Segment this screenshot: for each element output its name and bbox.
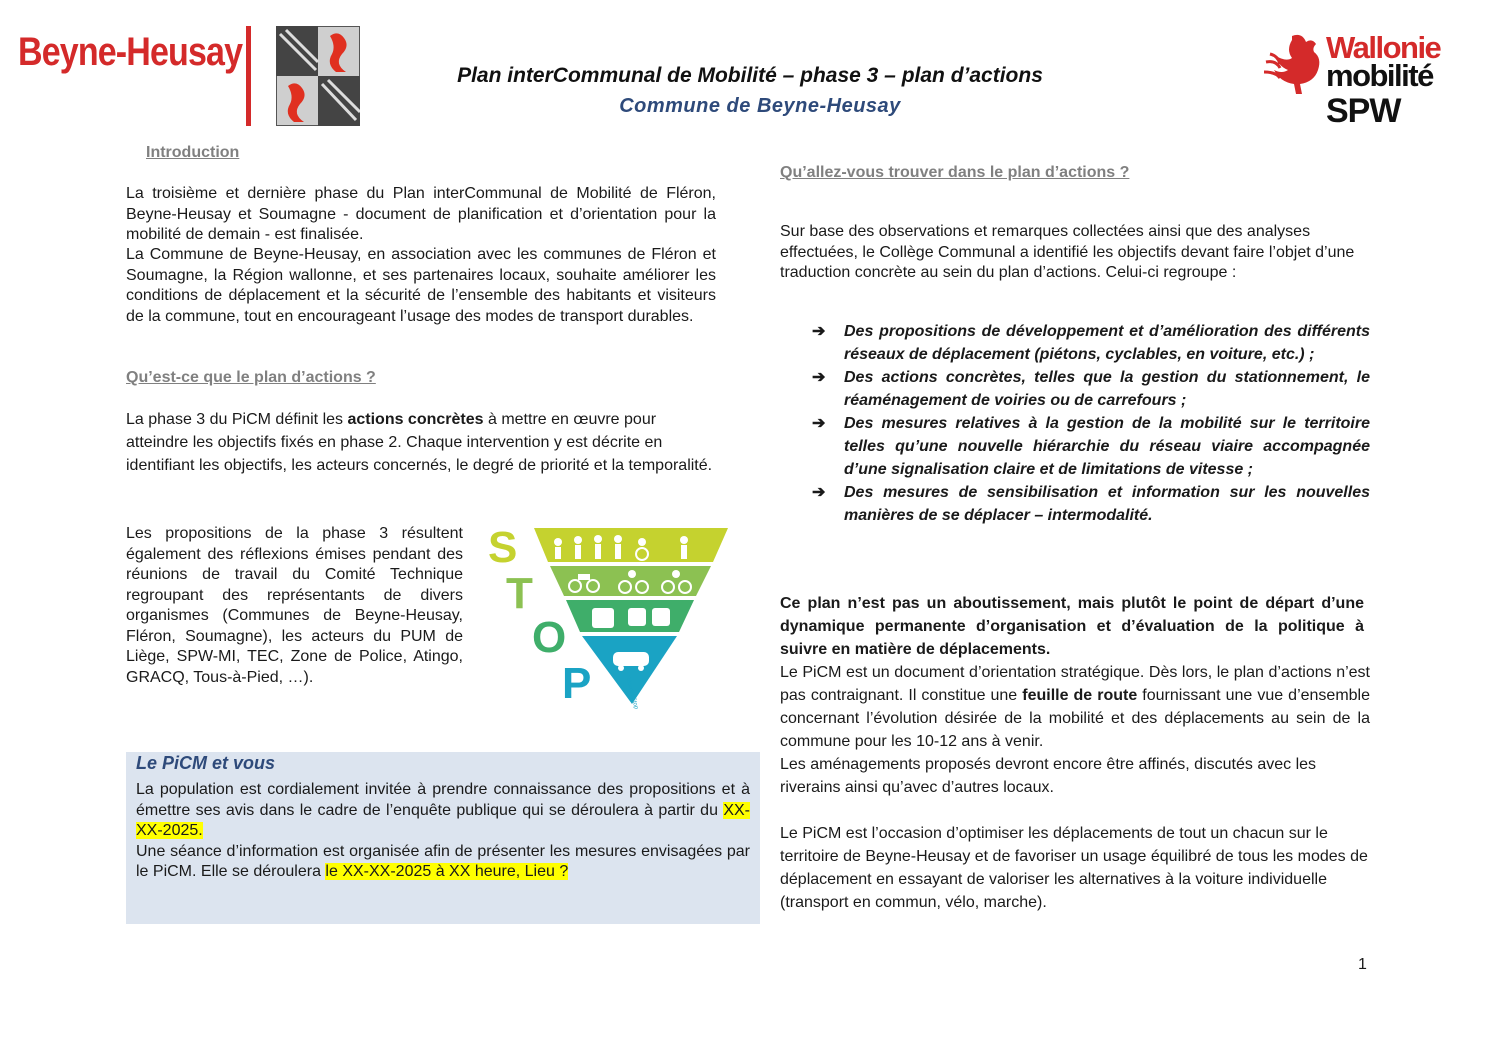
what-text-post: à mettre en œuvre pour atteindre les objectifs fixés en phase 2. Chaque intervention y est décrite en identifiant les objectifs, les acteurs concernés, le degré de priorité et la temporalité. [126, 411, 713, 474]
wallonie-logo-line3: SPW [1326, 92, 1401, 130]
find-heading: Qu’allez-vous trouver dans le plan d’actions ? [780, 164, 1130, 181]
logo-divider [246, 26, 251, 126]
rooster-icon [1262, 32, 1328, 98]
orient-bold: feuille de route [1022, 687, 1138, 704]
orient-pre: Le PiCM est un document d’orientation stratégique. Dès lors, le plan d’actions n’est pas contraignant. Il constitue une [780, 664, 1370, 704]
key-statement: Ce plan n’est pas un aboutissement, mais plutôt le point de départ d’une dynamique permanente d’organisation et d’évaluation de la politique à suivre en matière de déplacements. [780, 595, 1364, 658]
box-session-highlight: le XX-XX-2025 à XX heure, Lieu ? [325, 863, 569, 880]
intro-paragraph: La troisième et dernière phase du Plan interCommunal de Mobilité de Fléron, Beyne-Heusay et Soumagne - document de planification et d’orientation pour la mobilité de demain - est finalisée. [126, 185, 716, 243]
intro-paragraph-2: La Commune de Beyne-Heusay, en association avec les communes de Fléron et Soumagne, la Région wallonne, et ses partenaires locaux, souhaite améliorer les conditions de déplacement et la sécurité de l’ensemble des habitants et visiteurs de la commune, tout en encourageant l’usage des modes de transport durables. [126, 246, 716, 325]
beyne-heusay-logo-text: Beyne-Heusay [18, 30, 243, 74]
box-text2: Une séance d’information est organisée afin de présenter les mesures envisagées par le PiCM. Elle se déroulera [136, 842, 750, 880]
proposals-paragraph: Les propositions de la phase 3 résultent également des réflexions émises pendant des réunions de travail du Comité Technique regroupant des représentants de divers organismes (Communes de Beyne-Heusay, Fléron, Soumagne), les acteurs du PUM de Liège, SPW-MI, TEC, Zone de Police, Atingo, GRACQ, Tous-à-Pied, …). [126, 525, 463, 686]
orient-post: fournissant une vue d’ensemble concernant l’évolution désirée de la mobilité et des déplacements au sein de la commune pour les 10-12 ans à venir. [780, 687, 1371, 750]
final-paragraph: Le PiCM est l’occasion d’optimiser les déplacements de tout un chacun sur le territoire de Beyne-Heusay et de favoriser un usage équilibré de tous les modes de déplacement en essayant de valoriser les alternatives à la voiture individuelle (transport en commun, vélo, marche). [780, 825, 1368, 911]
stop-letter-s: S [488, 523, 518, 572]
orientation-paragraph [780, 661, 1370, 753]
list-item: ➔ Des mesures de sensibilisation et information sur les nouvelles manières de se déplacer – intermodalité. [812, 481, 1370, 527]
stop-pyramid-graphic [480, 490, 730, 710]
picm-box-title: Le PiCM et vous [136, 753, 276, 773]
stop-letter-t: T [506, 569, 533, 618]
what-heading: Qu’est-ce que le plan d’actions ? [126, 369, 376, 386]
right-arrow-icon: ➔ [812, 323, 826, 340]
page-title: Plan interCommunal de Mobilité – phase 3 – plan d’actions [457, 64, 1043, 87]
what-paragraph [126, 408, 716, 477]
box-date-highlight: XX-XX-2025. [136, 801, 750, 839]
stop-letter-o: O [532, 613, 567, 662]
find-paragraph: Sur base des observations et remarques collectées ainsi que des analyses effectuées, le Collège Communal a identifié les objectifs devant faire l’objet d’une traduction concrète au sein du plan d’actions. Celui-ci regroupe : [780, 223, 1355, 281]
coat-of-arms-icon [276, 26, 360, 126]
page-subtitle: Commune de Beyne-Heusay [619, 95, 901, 117]
right-arrow-icon: ➔ [812, 415, 826, 432]
right-arrow-icon: ➔ [812, 484, 826, 501]
stop-side-label: Réseau Stop Mobilité [624, 674, 645, 710]
amenagements-paragraph: Les aménagements proposés devront encore être affinés, discutés avec les riverains ainsi qu’avec d’autres locaux. [780, 756, 1317, 796]
wallonie-logo-line1: Wallonie [1326, 30, 1441, 65]
what-text-pre: La phase 3 du PiCM définit les [126, 411, 348, 428]
box-text1: La population est cordialement invitée à prendre connaissance des propositions et à émettre ses avis dans le cadre de l’enquête publique qui se déroulera à partir du [136, 781, 750, 819]
page-number: 1 [1358, 956, 1367, 973]
stop-pyramid-figure [480, 490, 730, 710]
what-text-bold: actions concrètes [347, 411, 484, 428]
intro-heading: Introduction [146, 144, 240, 161]
picm-box-text [136, 780, 750, 883]
right-arrow-icon: ➔ [812, 369, 826, 386]
list-item: ➔ Des actions concrètes, telles que la gestion du stationnement, le réaménagement de voiries ou de carrefours ; [812, 366, 1370, 412]
wallonie-logo-line2: mobilité [1326, 58, 1433, 93]
stop-letter-p: P [562, 659, 592, 708]
actions-bullet-list [812, 320, 1370, 527]
list-item: ➔ Des propositions de développement et d’amélioration des différents réseaux de déplacement (piétons, cyclables, en voiture, etc.) ; [812, 320, 1370, 366]
list-item: ➔ Des mesures relatives à la gestion de la mobilité sur le territoire telles qu’une nouvelle hiérarchie du réseau viaire accompagnée d’une signalisation claire et de limitations de vitesse ; [812, 412, 1370, 481]
